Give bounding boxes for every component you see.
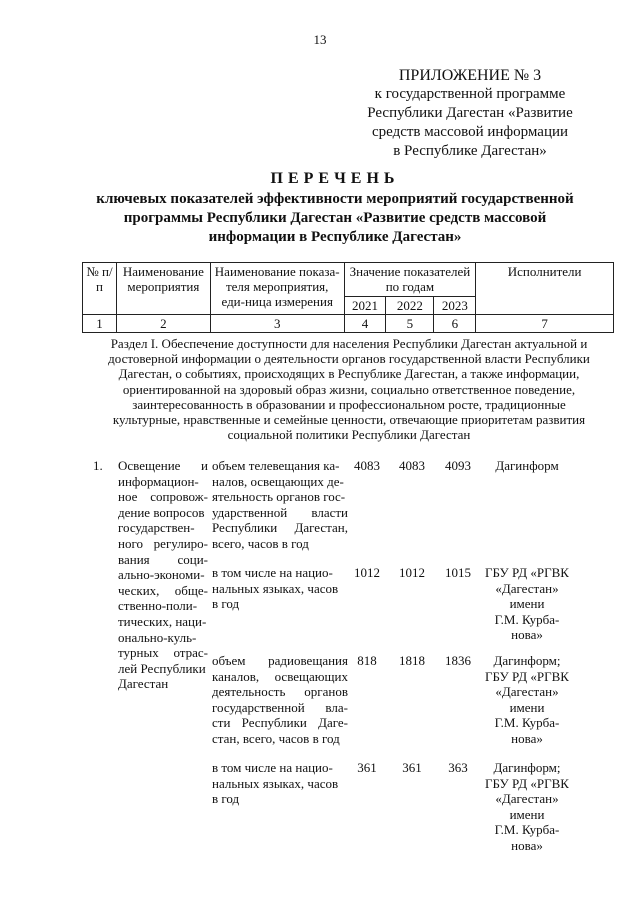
event-line: информацион- <box>118 473 199 489</box>
header-event: Наименование мероприятия <box>116 263 210 315</box>
subtitle-line: ключевых показателей эффективности мероприятий государственной <box>96 191 574 207</box>
value-2022: 1818 <box>399 653 425 668</box>
value-2021: 4083 <box>354 458 380 473</box>
executor-line: Г.М. Курба- <box>494 611 560 627</box>
executor-line: имени <box>509 806 545 822</box>
value-2022: 1012 <box>399 565 425 580</box>
executor <box>478 760 576 854</box>
executor-line: имени <box>509 596 545 612</box>
value-2021: 1012 <box>354 565 380 580</box>
header-value: Значение показателей по годам <box>344 263 476 297</box>
indicator-line: сти Республики Даге- <box>212 715 348 731</box>
indicator-text <box>212 760 348 807</box>
indicator-line: стан, всего, часов в год <box>212 730 340 746</box>
section-heading <box>78 336 620 442</box>
executor-line: Г.М. Курба- <box>494 822 560 838</box>
column-index: 1 <box>83 315 117 333</box>
header-year: 2021 <box>344 297 386 315</box>
event-line: турных отрас- <box>118 645 208 661</box>
section-line: ориентированной на здоровый образ жизни, социально ответственное поведение, <box>122 381 576 397</box>
event-line: Освещение и <box>118 458 208 473</box>
event-line: ально-экономи- <box>118 567 205 583</box>
value-2023: 1836 <box>445 653 471 668</box>
value-2023: 363 <box>448 760 468 775</box>
event-line: дение вопросов <box>118 504 205 520</box>
column-index: 6 <box>434 315 476 333</box>
indicator-line: ятельность органов гос- <box>212 489 346 505</box>
executor-line: «Дагестан» <box>495 791 559 807</box>
column-index: 4 <box>344 315 386 333</box>
indicator-text <box>212 653 348 747</box>
executor-line: Дагинформ; <box>493 653 561 668</box>
appendix-line: средств массовой информации <box>371 124 569 140</box>
executor-line: Дагинформ <box>495 458 559 473</box>
indicator-line: налов, освещающих де- <box>212 473 344 489</box>
indicator-line: деятельность органов <box>212 684 348 700</box>
executor-line: нова» <box>511 837 543 853</box>
indicator-line: объем радиовещания <box>212 653 348 668</box>
document-title: ПЕРЕЧЕНЬ <box>270 170 400 187</box>
section-line: заинтересованность в образовании и профессиональном росте, традиционные <box>132 396 566 412</box>
section-line: Раздел I. Обеспечение доступности для населения Республики Дагестан актуальной и <box>110 336 588 351</box>
indicator-line: нальных языках, часов <box>212 580 339 596</box>
header-year: 2023 <box>434 297 476 315</box>
section-line: достоверной информации о деятельности органов государственной власти Республики <box>108 351 590 367</box>
value-2023: 1015 <box>445 565 471 580</box>
executor <box>478 653 576 747</box>
indicator-line: всего, часов в год <box>212 535 309 551</box>
table-header <box>82 262 614 333</box>
column-index: 2 <box>116 315 210 333</box>
appendix-line: Республики Дагестан «Развитие <box>367 105 573 121</box>
executor-line: имени <box>509 699 545 715</box>
indicator-line: Республики Дагестан, <box>212 520 348 536</box>
indicator-text <box>212 458 348 552</box>
page-number: 13 <box>313 32 327 47</box>
indicator-line: в том числе на нацио- <box>212 565 333 580</box>
executor-line: Г.М. Курба- <box>494 715 560 731</box>
section-line: социальной политики Республики Дагестан <box>227 427 471 443</box>
executor <box>478 458 576 474</box>
executor-line: нова» <box>511 627 543 643</box>
header-number: № п/п <box>83 263 117 315</box>
event-line: онально-куль- <box>118 629 197 645</box>
executor-line: нова» <box>511 730 543 746</box>
value-2021: 361 <box>357 760 377 775</box>
indicator-line: в том числе на нацио- <box>212 760 333 775</box>
header-executors: Исполнители <box>476 263 614 315</box>
column-index: 5 <box>386 315 434 333</box>
indicator-line: объем телевещания ка- <box>212 458 340 473</box>
event-line: ственно-поли- <box>118 598 198 614</box>
executor-line: Дагинформ; <box>493 760 561 775</box>
executor-line: ГБУ РД «РГВК <box>485 565 569 580</box>
appendix-line: к государственной программе <box>374 86 566 102</box>
header-year: 2022 <box>386 297 434 315</box>
section-line: Дагестан, о событиях, происходящих в Республике Дагестан, а также информации, <box>118 366 580 382</box>
column-index: 7 <box>476 315 614 333</box>
executor-line: «Дагестан» <box>495 684 559 700</box>
indicator-text <box>212 565 348 612</box>
subtitle-line: программы Республики Дагестан «Развитие средств массовой <box>123 210 547 226</box>
event-line: Дагестан <box>118 676 169 692</box>
indicator-line: ударственной власти <box>212 504 348 520</box>
subtitle-line: информации в Республике Дагестан» <box>208 229 462 245</box>
indicator-line: в год <box>212 791 240 807</box>
executor <box>478 565 576 643</box>
event-line: вания соци- <box>118 551 208 567</box>
executor-line: «Дагестан» <box>495 580 559 596</box>
row-number: 1. <box>93 458 103 473</box>
event-line: лей Республики <box>118 660 206 676</box>
event-line: государствен- <box>118 520 195 536</box>
section-line: культурные, нравственные и семейные ценности, отвечающие приоритетам развития <box>112 412 586 428</box>
value-2022: 361 <box>402 760 422 775</box>
indicator-line: нальных языках, часов <box>212 775 339 791</box>
event-name <box>118 458 208 692</box>
executor-line: ГБУ РД «РГВК <box>485 775 569 791</box>
event-line: ное сопровож- <box>118 489 208 505</box>
value-2023: 4093 <box>445 458 471 473</box>
event-line: тических, наци- <box>118 613 207 629</box>
header-indicator: Наименование показа-теля мероприятия, еди-ница измерения <box>210 263 344 315</box>
column-index: 3 <box>210 315 344 333</box>
indicator-line: каналов, освещающих <box>212 668 348 684</box>
value-2022: 4083 <box>399 458 425 473</box>
value-2021: 818 <box>357 653 377 668</box>
appendix-title: ПРИЛОЖЕНИЕ № 3 <box>398 67 542 84</box>
event-line: ческих, обще- <box>118 582 208 598</box>
appendix-block <box>340 66 600 161</box>
event-line: ного регулиро- <box>118 535 208 551</box>
document-subtitle <box>70 190 600 247</box>
indicator-line: государственной вла- <box>212 699 348 715</box>
appendix-line: в Республике Дагестан» <box>393 143 547 159</box>
executor-line: ГБУ РД «РГВК <box>485 668 569 684</box>
indicator-line: в год <box>212 596 240 612</box>
